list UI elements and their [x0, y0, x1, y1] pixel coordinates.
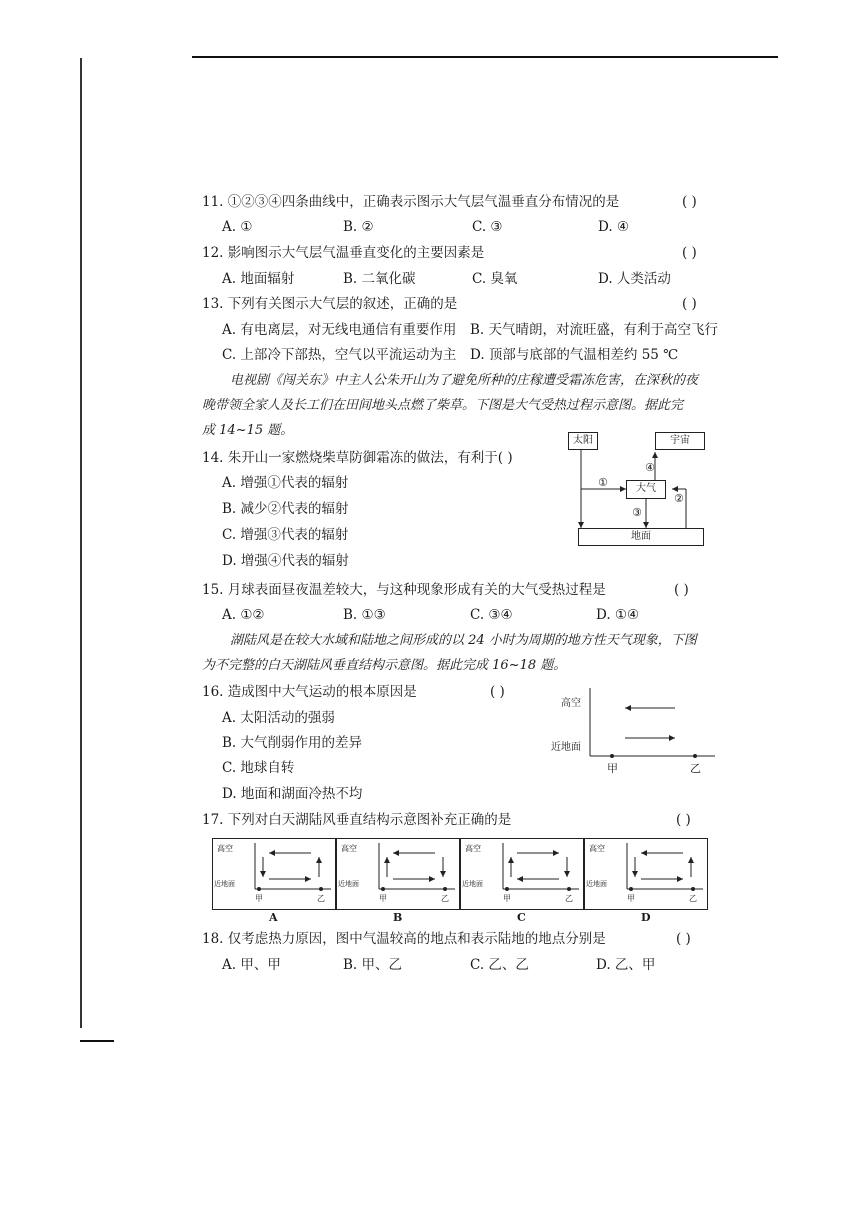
- q17-option-panels: [212, 838, 712, 928]
- q13-option-a[interactable]: A. 有电离层，对无线电通信有重要作用: [222, 322, 457, 338]
- left-vertical-head: [384, 857, 390, 863]
- lower-flow-head: [677, 876, 683, 882]
- q15-option-b[interactable]: B. ①③: [343, 607, 386, 623]
- passage1-line1: 电视剧《闯关东》中主人公朱开山为了避免所种的庄稼遭受霜冻危害，在深秋的夜: [230, 373, 699, 388]
- point-jia: [381, 887, 385, 891]
- point-jia: [257, 887, 261, 891]
- label-jia: 甲: [627, 894, 635, 903]
- lower-flow-head: [517, 876, 523, 882]
- label-high: 高空: [561, 698, 581, 709]
- label-4: ④: [645, 461, 655, 474]
- label-yi: 乙: [689, 894, 697, 903]
- label-near-ground: 近地面: [338, 880, 359, 888]
- point-jia: [629, 887, 633, 891]
- q11-option-b[interactable]: B. ②: [343, 219, 374, 235]
- label-yi: 乙: [317, 894, 325, 903]
- q16-option-c[interactable]: C. 地球自转: [222, 760, 295, 776]
- upper-flow-head: [641, 850, 647, 856]
- label-yi: 乙: [565, 894, 573, 903]
- label-yi: 乙: [441, 894, 449, 903]
- upper-flow-head: [393, 850, 399, 856]
- q11-option-a[interactable]: A. ①: [222, 219, 253, 235]
- label-high: 高空: [589, 844, 605, 853]
- q11-option-d[interactable]: D. ④: [598, 219, 630, 235]
- top-rule: [192, 56, 778, 58]
- q11-option-c[interactable]: C. ③: [472, 219, 503, 235]
- q15-option-a[interactable]: A. ①②: [222, 607, 265, 623]
- q18-stem: 18. 仅考虑热力原因，图中气温较高的地点和表示陆地的地点分别是: [202, 931, 606, 947]
- passage2-line2: 为不完整的白天湖陆风垂直结构示意图。据此完成 16~18 题。: [202, 658, 567, 673]
- left-vertical-head: [632, 871, 638, 877]
- q16-option-d[interactable]: D. 地面和湖面冷热不均: [222, 786, 363, 802]
- left-margin-line: [80, 58, 82, 1028]
- q17-answer-paren[interactable]: ( ): [676, 812, 691, 828]
- q18-option-b[interactable]: B. 甲、乙: [343, 957, 403, 973]
- q12-option-c[interactable]: C. 臭氧: [472, 271, 518, 287]
- label-jia: 甲: [607, 762, 618, 775]
- point-yi: [567, 887, 571, 891]
- q12-option-d[interactable]: D. 人类活动: [598, 271, 671, 287]
- label-near-ground: 近地面: [214, 880, 235, 888]
- q15-option-d[interactable]: D. ①④: [596, 607, 640, 623]
- q14-stem: 14. 朱开山一家燃烧柴草防御霜冻的做法，有利于( ): [202, 450, 513, 466]
- upper-flow-head: [269, 850, 275, 856]
- q15-answer-paren[interactable]: ( ): [674, 582, 689, 598]
- point-yi: [691, 887, 695, 891]
- q12-option-b[interactable]: B. 二氧化碳: [343, 271, 416, 287]
- label-1: ①: [598, 476, 608, 489]
- label-jia: 甲: [503, 894, 511, 903]
- label-high: 高空: [217, 844, 233, 853]
- q14-option-b[interactable]: B. 减少②代表的辐射: [222, 501, 349, 517]
- q16-answer-paren[interactable]: ( ): [490, 684, 505, 700]
- right-vertical-head: [564, 871, 570, 877]
- q17-option-letter-d[interactable]: D: [641, 911, 651, 924]
- q17-option-panel-b[interactable]: [336, 838, 460, 910]
- q14-option-c[interactable]: C. 增强③代表的辐射: [222, 527, 349, 543]
- left-vertical-head: [508, 857, 514, 863]
- space-box: 宇宙: [655, 432, 705, 450]
- point-yi: [319, 887, 323, 891]
- right-vertical-head: [440, 871, 446, 877]
- q16-option-a[interactable]: A. 太阳活动的强弱: [222, 710, 335, 726]
- q14-option-d[interactable]: D. 增强④代表的辐射: [222, 553, 349, 569]
- right-vertical-head: [688, 857, 694, 863]
- q12-answer-paren[interactable]: ( ): [682, 245, 697, 261]
- label-near-ground: 近地面: [462, 880, 483, 888]
- q16-option-b[interactable]: B. 大气削弱作用的差异: [222, 735, 363, 751]
- q12-option-a[interactable]: A. 地面辐射: [222, 271, 295, 287]
- q13-option-d[interactable]: D. 顶部与底部的气温相差约 55 ℃: [470, 347, 679, 363]
- q17-option-letter-b[interactable]: B: [393, 911, 403, 924]
- q18-option-d[interactable]: D. 乙、甲: [596, 957, 656, 973]
- label-jia: 甲: [379, 894, 387, 903]
- q18-answer-paren[interactable]: ( ): [676, 931, 691, 947]
- sun-box: 太阳: [568, 432, 598, 450]
- q11-stem: 11. ①②③④四条曲线中，正确表示图示大气层气温垂直分布情况的是: [202, 194, 620, 210]
- q12-stem: 12. 影响图示大气层气温垂直变化的主要因素是: [202, 245, 485, 261]
- label-near-ground: 近地面: [551, 742, 581, 753]
- q17-stem: 17. 下列对白天湖陆风垂直结构示意图补充正确的是: [202, 812, 512, 828]
- q13-stem: 13. 下列有关图示大气层的叙述，正确的是: [202, 296, 458, 312]
- passage1-line2: 晚带领全家人及长工们在田间地头点燃了柴草。下图是大气受热过程示意图。据此完: [202, 398, 684, 413]
- label-yi: 乙: [690, 762, 701, 775]
- label-high: 高空: [341, 844, 357, 853]
- upper-flow-head: [553, 850, 559, 856]
- q17-option-panel-a[interactable]: [212, 838, 336, 910]
- label-near-ground: 近地面: [586, 880, 607, 888]
- heating-diagram: [560, 430, 710, 550]
- q17-option-letter-c[interactable]: C: [517, 911, 526, 924]
- q13-option-c[interactable]: C. 上部冷下部热，空气以平流运动为主: [222, 347, 457, 363]
- passage1-line3: 成 14~15 题。: [202, 423, 294, 438]
- point-yi: [443, 887, 447, 891]
- label-3: ③: [632, 506, 642, 519]
- left-margin-tick: [80, 1040, 114, 1042]
- lower-flow-head: [429, 876, 435, 882]
- atmosphere-box: 大气: [626, 480, 666, 499]
- right-vertical-head: [316, 857, 322, 863]
- label-high: 高空: [465, 844, 481, 853]
- label-2: ②: [674, 492, 684, 505]
- point-jia: [505, 887, 509, 891]
- q14-option-a[interactable]: A. 增强①代表的辐射: [222, 475, 349, 491]
- ground-box: 地面: [578, 528, 704, 546]
- label-jia: 甲: [255, 894, 263, 903]
- lower-flow-head: [305, 876, 311, 882]
- left-vertical-head: [260, 871, 266, 877]
- q13-option-b[interactable]: B. 天气晴朗，对流旺盛，有利于高空飞行: [470, 322, 719, 338]
- q18-option-a[interactable]: A. 甲、甲: [222, 957, 281, 973]
- q11-answer-paren[interactable]: ( ): [682, 194, 697, 210]
- q13-answer-paren[interactable]: ( ): [682, 296, 697, 312]
- q15-option-c[interactable]: C. ③④: [470, 607, 513, 623]
- q17-option-panel-d[interactable]: [584, 838, 708, 910]
- q18-option-c[interactable]: C. 乙、乙: [470, 957, 529, 973]
- q15-stem: 15. 月球表面昼夜温差较大，与这种现象形成有关的大气受热过程是: [202, 582, 606, 598]
- q17-option-panel-c[interactable]: [460, 838, 584, 910]
- passage2-line1: 湖陆风是在较大水域和陆地之间形成的以 24 小时为周期的地方性天气现象，下图: [230, 633, 697, 648]
- q17-option-letter-a[interactable]: A: [269, 911, 278, 924]
- q16-stem: 16. 造成图中大气运动的根本原因是: [202, 684, 417, 700]
- lake-breeze-diagram: [545, 686, 725, 776]
